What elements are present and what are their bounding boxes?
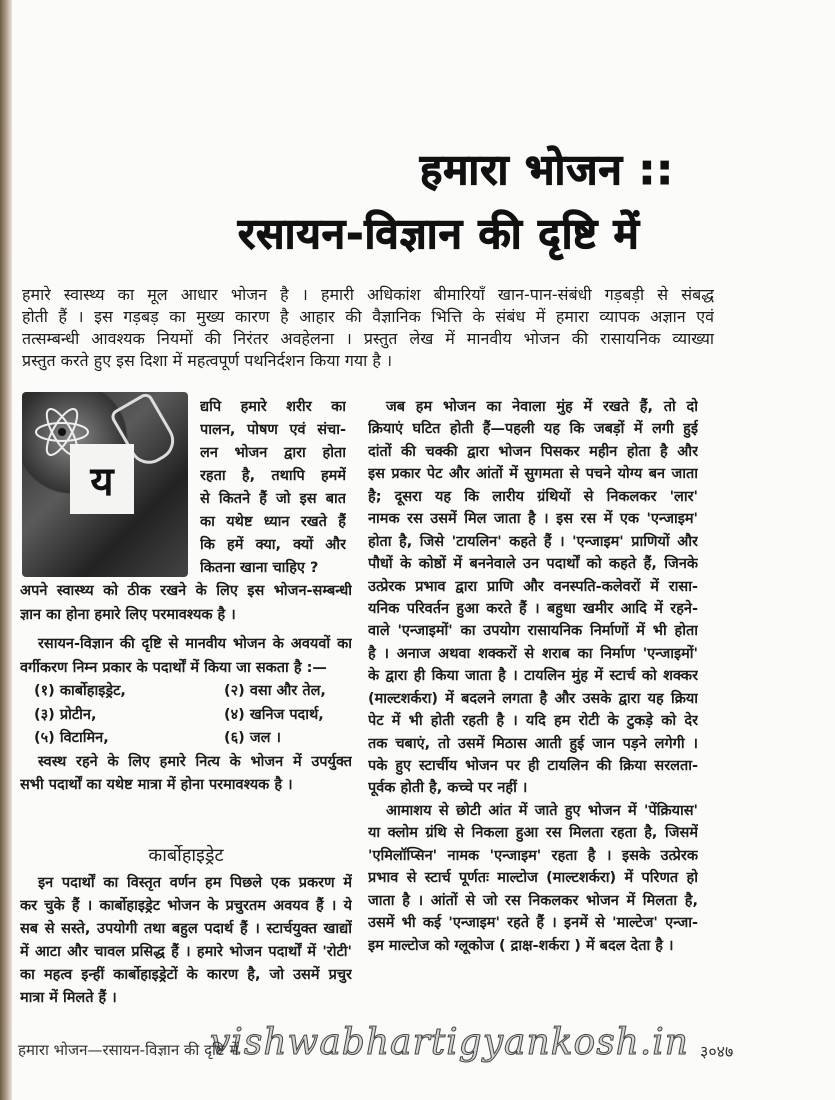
text-line: पूर्वक होती है, कच्चे पर नहीं । [368, 780, 528, 797]
text-line: (माल्टशर्करा) में बदलने लगता है और उसके द्वारा यह क्रिया [368, 690, 698, 707]
component-item: (२) वसा और तेल, [224, 683, 326, 699]
text-line: के द्वारा ही किया जाता है । टायलिन मुंह में स्टार्च को शक्कर [368, 668, 698, 685]
title-line-2: रसायन-विज्ञान की दृष्टि में [238, 209, 640, 258]
text-line: उत्प्रेरक प्रभाव द्वारा प्राणि और वनस्पति-कलेवरों में रासा- [368, 578, 698, 595]
text-line: पौधों के कोष्ठों में बननेवाले उन पदार्थों को कहते हैं, जिनके [368, 556, 698, 573]
text-line: इम माल्टोज को ग्लूकोज ( द्राक्ष-शर्करा ) में बदल देता है । [368, 937, 674, 954]
intro-paragraph [22, 284, 714, 372]
left-column-side-text [200, 396, 346, 580]
text-line: प्रभाव से स्टार्च पूर्णतः माल्टोज (माल्टशर्करा) में परिणत हो [368, 870, 698, 887]
text-line: रहता है, तथापि हममें [200, 468, 346, 484]
text-line: जाता है । आंतों से जो रस निकलकर भोजन में मिलता है, [368, 892, 698, 909]
text-line: है; दूसरा यह कि लारीय ग्रंथियों से निकलकर 'लार' [368, 488, 698, 505]
page-number: ३०४७ [700, 1042, 734, 1061]
text-line: आमाशय से छोटी आंत में जाते हुए भोजन में 'पेंक्रियास' [386, 802, 698, 819]
text-line: पालन, पोषण एवं संचा- [200, 422, 346, 438]
left-paragraph-2 [20, 633, 352, 680]
left-paragraph-1 [20, 580, 352, 627]
text-line: 'एमिलॉप्सिन' नामक 'एन्जाइम' रहता है । इसके उत्प्रेरक [368, 847, 698, 864]
text-line: स्वस्थ रहने के लिए हमारे नित्य के भोजन में उपर्युक्त [38, 753, 352, 770]
text-line: में आटा और चावल प्रसिद्ध हैं । हमारे भोजन पदार्थों में 'रोटी' [20, 944, 352, 960]
watermark: vishwabhartigyankosh.in [210, 1022, 689, 1063]
text-line: रसायन-विज्ञान की दृष्टि से मानवीय भोजन के अवयवों का [38, 636, 352, 652]
component-item: (१) कार्बोहाइड्रेट, [34, 683, 126, 699]
text-line: पेट में भी होती रहती है । यदि हम रोटी के टुकड़े को देर [368, 713, 698, 730]
text-line: है । अनाज अथवा शक्करों से शराब का निर्माण 'एन्जाइमों' [368, 645, 698, 662]
illustration [22, 392, 188, 577]
text-line: तत्सम्बन्धी आवश्यक नियमों की निरंतर अवहेलना । प्रस्तुत लेख में मानवीय भोजन की रासायनिक व्याख्या [22, 329, 714, 348]
component-list [20, 680, 352, 751]
component-list-row [20, 704, 352, 728]
text-line: प्रस्तुत करते हुए इस दिशा में महत्वपूर्ण पथनिर्दशन किया गया है । [22, 351, 393, 370]
text-line: होता है, जिसे 'टायलिन' कहते हैं । 'एन्जाइम' प्राणियों और [368, 533, 698, 550]
running-title: हमारा भोजन—रसायन-विज्ञान की दृष्टि में [18, 1041, 239, 1059]
text-line: लन भोजन द्वारा होता [200, 445, 346, 461]
text-line: अपने स्वास्थ्य को ठीक रखने के लिए इस भोजन-सम्बन्धी [20, 583, 352, 599]
page-binding-edge [0, 0, 12, 1100]
component-item: (४) खनिज पदार्थ, [224, 706, 324, 723]
text-line: कितना खाना चाहिए ? [200, 560, 319, 576]
text-line: इन पदार्थों का विस्तृत वर्णन हम पिछले एक प्रकरण में [38, 875, 352, 891]
right-column-text [368, 396, 698, 957]
text-line: कि हमें क्या, क्यों और [200, 537, 346, 553]
text-line: उसमें भी कई 'एन्जाइम' रहते हैं । इनमें से 'माल्टेज' एन्जा- [368, 915, 698, 932]
component-item: (५) विटामिन, [34, 730, 109, 746]
text-line: सब से सस्ते, उपयोगी तथा बहुल पदार्थ हैं । स्टार्चयुक्त खाद्यों [20, 921, 352, 937]
text-line: होती हैं । इस गड़बड़ का मुख्य कारण है आहार की वैज्ञानिक भित्ति के संबंध में हमारा व्यापक अज्ञान एवं [22, 307, 714, 326]
left-paragraph-3 [20, 751, 352, 798]
text-line: या क्लोम ग्रंथि से निकला हुआ रस मिलता रहता है, जिसमें [368, 825, 698, 842]
component-item: (६) जल । [224, 730, 281, 746]
component-list-row [20, 727, 352, 751]
text-line: इस प्रकार पेट और आंतों में सुगमता से पचने योग्य बन जाता [368, 466, 698, 483]
component-list-row [20, 680, 352, 704]
drop-cap: य [70, 444, 134, 514]
left-column-text [20, 580, 352, 798]
text-line: हमारे स्वास्थ्य का मूल आधार भोजन है । हमारी अधिकांश बीमारियाँ खान-पान-संबंधी गड़बड़ी से संबद्ध [22, 285, 714, 304]
text-line: ज्ञान का होना हमारे लिए परमावश्यक है । [20, 606, 236, 623]
text-line: सभी पदार्थों का यथेष्ट मात्रा में होना परमावश्यक है । [20, 777, 293, 793]
text-line: क्रियाएं घटित होती हैं—पहली यह कि जबड़ों में लगी हुई [368, 421, 698, 438]
section-heading: कार्बोहाइड्रेट [148, 845, 224, 866]
text-line: का महत्व इन्हीं कार्बोहाइड्रेटों के कारण है, जो उसमें प्रचुर [20, 967, 352, 983]
text-line: पके हुए स्टार्चीय भोजन पर ही टायलिन की क्रिया सरलता- [368, 758, 698, 774]
text-line: से कितने हैं जो इस बात [200, 491, 346, 507]
text-line: वाले 'एन्जाइमों' का उपयोग रासायनिक निर्माणों में भी होता [368, 623, 698, 640]
text-line: कर चुके हैं । कार्बोहाइड्रेट भोजन के प्रचुरतम अवयव हैं । ये [20, 898, 352, 914]
text-line: नामक रस उसमें मिल जाता है । इस रस में एक 'एन्जाइम' [368, 511, 698, 528]
text-line: यनिक परिवर्तन हुआ करते हैं । बहुधा खमीर आदि में रहने- [368, 600, 698, 617]
text-line: वर्गीकरण निम्न प्रकार के पदार्थों में किया जा सकता है :— [20, 659, 327, 676]
text-line: द्यपि हमारे शरीर का [200, 399, 346, 415]
carbohydrate-paragraph [20, 872, 352, 1010]
text-line: जब हम भोजन का नेवाला मुंह में रखते हैं, तो दो [386, 399, 698, 415]
text-line: तक चबाएं, तो उसमें मिठास आती हुई जान पड़ने लगेगी । [368, 735, 698, 752]
text-line: का यथेष्ट ध्यान रखते हैं [200, 514, 346, 530]
title-line-1: हमारा भोजन :: [420, 145, 675, 194]
text-line: दांतों की चक्की द्वारा भोजन पिसकर महीन होता है और [368, 443, 698, 460]
component-item: (३) प्रोटीन, [34, 706, 97, 723]
text-line: मात्रा में मिलते हैं । [20, 990, 117, 1006]
